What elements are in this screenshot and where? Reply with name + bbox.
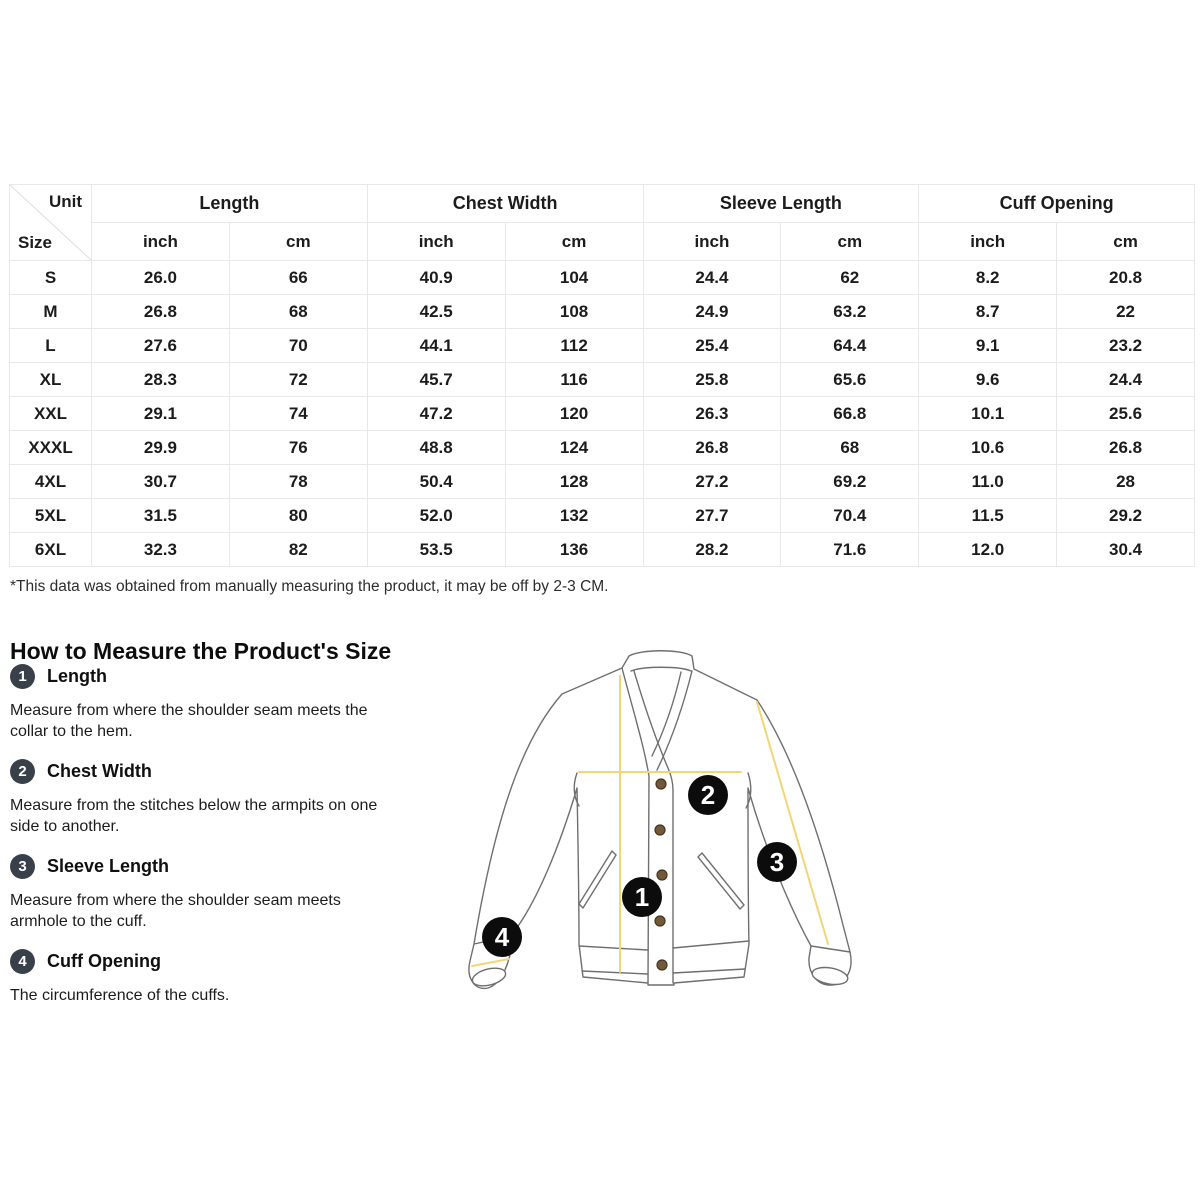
guide-item-cuff-opening: [10, 949, 442, 1006]
value-cell: 23.2: [1057, 329, 1195, 363]
value-cell: 28: [1057, 465, 1195, 499]
group-header-chest-width: Chest Width: [367, 185, 643, 223]
value-cell: 78: [229, 465, 367, 499]
value-cell: 108: [505, 295, 643, 329]
value-cell: 25.6: [1057, 397, 1195, 431]
guide-description: [10, 985, 442, 1006]
value-cell: 44.1: [367, 329, 505, 363]
guide-desc-line: Measure from where the shoulder seam meets: [10, 892, 341, 909]
value-cell: 116: [505, 363, 643, 397]
product-diagram: [440, 630, 920, 1050]
guide-desc-line: Measure from where the shoulder seam meets the: [10, 702, 368, 719]
button: [655, 916, 665, 926]
unit-header: cm: [781, 223, 919, 261]
value-cell: 26.0: [92, 261, 230, 295]
value-cell: 66.8: [781, 397, 919, 431]
guide-description: [10, 795, 442, 837]
value-cell: 112: [505, 329, 643, 363]
value-cell: 29.9: [92, 431, 230, 465]
measure-guide: [10, 664, 442, 1023]
value-cell: 69.2: [781, 465, 919, 499]
guide-label: Length: [47, 666, 107, 686]
value-cell: 26.3: [643, 397, 781, 431]
guide-description: [10, 700, 442, 742]
table-row: [10, 465, 1195, 499]
value-cell: 47.2: [367, 397, 505, 431]
measure-marker-4: 4: [482, 917, 522, 957]
unit-header: cm: [229, 223, 367, 261]
value-cell: 74: [229, 397, 367, 431]
value-cell: 9.6: [919, 363, 1057, 397]
value-cell: 24.4: [643, 261, 781, 295]
value-cell: 31.5: [92, 499, 230, 533]
corner-unit-label: Unit: [48, 192, 82, 211]
value-cell: 80: [229, 499, 367, 533]
size-cell: M: [10, 295, 92, 329]
value-cell: 26.8: [92, 295, 230, 329]
guide-item-length: [10, 664, 442, 742]
value-cell: 24.4: [1057, 363, 1195, 397]
guide-desc-line: collar to the hem.: [10, 723, 133, 740]
value-cell: 40.9: [367, 261, 505, 295]
guide-description: [10, 890, 442, 932]
value-cell: 29.2: [1057, 499, 1195, 533]
size-cell: XL: [10, 363, 92, 397]
unit-header-row: [10, 223, 1195, 261]
guide-desc-line: The circumference of the cuffs.: [10, 987, 230, 1004]
value-cell: 24.9: [643, 295, 781, 329]
group-header-length: Length: [92, 185, 368, 223]
value-cell: 45.7: [367, 363, 505, 397]
unit-header: inch: [367, 223, 505, 261]
value-cell: 63.2: [781, 295, 919, 329]
value-cell: 30.7: [92, 465, 230, 499]
button: [655, 825, 665, 835]
guide-item-chest-width: [10, 759, 442, 837]
value-cell: 9.1: [919, 329, 1057, 363]
table-footnote: *This data was obtained from manually measuring the product, it may be off by 2-3 CM.: [10, 578, 609, 595]
size-cell: 5XL: [10, 499, 92, 533]
value-cell: 68: [781, 431, 919, 465]
guide-item-sleeve-length: [10, 854, 442, 932]
table-row: [10, 499, 1195, 533]
value-cell: 72: [229, 363, 367, 397]
unit-header: cm: [505, 223, 643, 261]
corner-cell: [10, 185, 92, 261]
guide-desc-line: Measure from the stitches below the armpits on one: [10, 797, 378, 814]
measure-marker-1: 1: [622, 877, 662, 917]
table-row: [10, 533, 1195, 567]
jacket-outline: [469, 651, 851, 989]
value-cell: 50.4: [367, 465, 505, 499]
value-cell: 28.3: [92, 363, 230, 397]
value-cell: 25.4: [643, 329, 781, 363]
value-cell: 64.4: [781, 329, 919, 363]
value-cell: 136: [505, 533, 643, 567]
table-row: [10, 397, 1195, 431]
measure-marker-2: 2: [688, 775, 728, 815]
value-cell: 27.7: [643, 499, 781, 533]
guide-desc-line: armhole to the cuff.: [10, 913, 147, 930]
table-row: [10, 363, 1195, 397]
value-cell: 11.5: [919, 499, 1057, 533]
value-cell: 30.4: [1057, 533, 1195, 567]
button: [657, 870, 667, 880]
value-cell: 70.4: [781, 499, 919, 533]
value-cell: 62: [781, 261, 919, 295]
value-cell: 68: [229, 295, 367, 329]
value-cell: 27.2: [643, 465, 781, 499]
value-cell: 52.0: [367, 499, 505, 533]
cardigan-illustration: [440, 630, 920, 1050]
value-cell: 82: [229, 533, 367, 567]
group-header-cuff-opening: Cuff Opening: [919, 185, 1195, 223]
measure-marker-3: 3: [757, 842, 797, 882]
value-cell: 128: [505, 465, 643, 499]
value-cell: 12.0: [919, 533, 1057, 567]
value-cell: 20.8: [1057, 261, 1195, 295]
size-chart-table: [9, 184, 1195, 567]
value-cell: 48.8: [367, 431, 505, 465]
size-cell: 4XL: [10, 465, 92, 499]
button: [657, 960, 667, 970]
value-cell: 120: [505, 397, 643, 431]
guide-desc-line: side to another.: [10, 818, 120, 835]
value-cell: 26.8: [643, 431, 781, 465]
size-cell: XXL: [10, 397, 92, 431]
value-cell: 132: [505, 499, 643, 533]
value-cell: 11.0: [919, 465, 1057, 499]
value-cell: 53.5: [367, 533, 505, 567]
value-cell: 25.8: [643, 363, 781, 397]
number-badge-2: 2: [10, 759, 35, 784]
value-cell: 28.2: [643, 533, 781, 567]
corner-size-label: Size: [18, 233, 53, 252]
value-cell: 29.1: [92, 397, 230, 431]
number-badge-1: 1: [10, 664, 35, 689]
unit-header: inch: [643, 223, 781, 261]
guide-label: Cuff Opening: [47, 951, 161, 971]
unit-header: inch: [919, 223, 1057, 261]
size-cell: XXXL: [10, 431, 92, 465]
table-row: [10, 261, 1195, 295]
value-cell: 104: [505, 261, 643, 295]
value-cell: 32.3: [92, 533, 230, 567]
number-badge-4: 4: [10, 949, 35, 974]
unit-header: cm: [1057, 223, 1195, 261]
value-cell: 70: [229, 329, 367, 363]
table-row: [10, 431, 1195, 465]
value-cell: 71.6: [781, 533, 919, 567]
value-cell: 8.2: [919, 261, 1057, 295]
group-header-sleeve-length: Sleeve Length: [643, 185, 919, 223]
unit-header: inch: [92, 223, 230, 261]
table-row: [10, 329, 1195, 363]
value-cell: 22: [1057, 295, 1195, 329]
number-badge-3: 3: [10, 854, 35, 879]
value-cell: 65.6: [781, 363, 919, 397]
value-cell: 42.5: [367, 295, 505, 329]
value-cell: 66: [229, 261, 367, 295]
value-cell: 26.8: [1057, 431, 1195, 465]
guide-label: Sleeve Length: [47, 856, 170, 876]
size-cell: 6XL: [10, 533, 92, 567]
value-cell: 27.6: [92, 329, 230, 363]
value-cell: 10.1: [919, 397, 1057, 431]
guide-label: Chest Width: [47, 761, 152, 781]
value-cell: 124: [505, 431, 643, 465]
howto-heading: How to Measure the Product's Size: [10, 638, 392, 664]
size-cell: S: [10, 261, 92, 295]
size-cell: L: [10, 329, 92, 363]
value-cell: 10.6: [919, 431, 1057, 465]
button: [656, 779, 666, 789]
value-cell: 76: [229, 431, 367, 465]
value-cell: 8.7: [919, 295, 1057, 329]
table-row: [10, 295, 1195, 329]
